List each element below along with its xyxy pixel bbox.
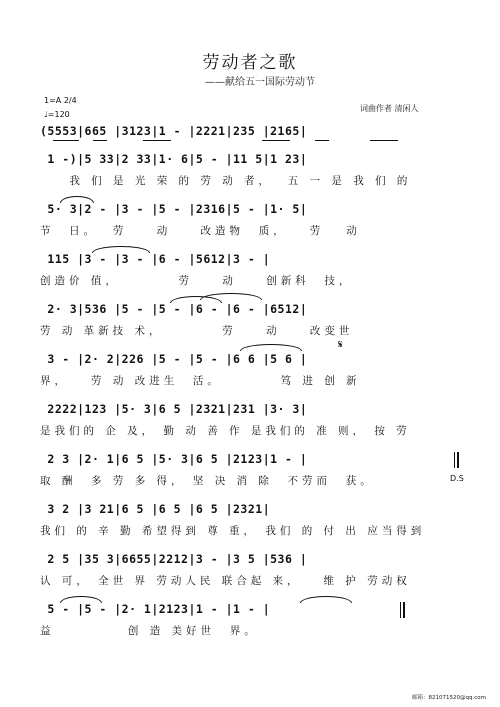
notation-line: 5 - |5 - |2· 1|2123|1 - |1 - | [40, 602, 271, 616]
beam [315, 140, 329, 141]
tie [170, 296, 222, 303]
score-system-4 [40, 252, 468, 298]
notation-line: 1 -)|5 33|2 33|1· 6|5 - |11 5|1 23| [40, 152, 308, 166]
notation-line: 2· 3|536 |5 - |5 - |6 - |6 - |6512| [40, 302, 308, 316]
lyric-line: 益 创 造 美好世 界。 [40, 625, 259, 637]
repeat-barline [454, 452, 459, 468]
lyric-line: 我们 的 辛 勤 希望得到 尊 重， 我们 的 付 出 应当得到 [40, 525, 426, 537]
lyric-line: 界， 劳 动 改进生 活。 笃 进 创 新 [40, 375, 361, 387]
notation-line: 3 2 |3 21|6 5 |6 5 |6 5 |2321| [40, 502, 271, 516]
beam [143, 140, 171, 141]
tie [92, 246, 150, 253]
tie [60, 196, 94, 203]
footer-email: 邮箱：821071520@qq.com [412, 695, 486, 701]
score-system-5 [40, 302, 468, 348]
score-system-10 [40, 552, 468, 598]
notation-line: 3 - |2· 2|226 |5 - |5 - |6 6 |5 6 | [40, 352, 308, 366]
lyric-line: 劳 动 革新技 术， 劳 动 改变世 [40, 325, 354, 337]
lyric-line: 认 可， 全世 界 劳动人民 联合起 来， 维 护 劳动权 [40, 575, 411, 587]
lyric-line: 是我们的 企 及， 勤 动 善 作 是我们的 准 则， 按 劳 [40, 425, 411, 437]
notation-line: 2 3 |2· 1|6 5 |5· 3|6 5 |2123|1 - | [40, 452, 308, 466]
score-system-9 [40, 502, 468, 548]
credits: 词曲作者 清闲人 [360, 104, 419, 113]
lyric-line: 取 酬 多 劳 多 得， 坚 决 消 除 不劳而 获。 [40, 475, 375, 487]
segno-mark: 𝄋 [338, 338, 343, 351]
key-signature [44, 96, 77, 106]
time-signature: 2/4 [63, 96, 77, 105]
notation-line: 5· 3|2 - |3 - |5 - |2316|5 - |1· 5| [40, 202, 308, 216]
score-system-2 [40, 152, 468, 198]
lyric-line: 创造价 值， 劳 动 创新科 技， [40, 275, 354, 287]
score-system-6 [40, 352, 468, 398]
tie [60, 596, 102, 603]
beam [370, 140, 398, 141]
song-subtitle: ——献给五一国际劳动节 [205, 77, 315, 88]
key-label: 1=A [44, 96, 62, 105]
beam [262, 140, 290, 141]
tie [240, 344, 302, 351]
song-title: 劳动者之歌 [202, 53, 298, 73]
final-barline [400, 602, 405, 618]
beam [53, 140, 79, 141]
notation-line: (5553|665 |3123|1 - |2221|235 |2165| [40, 124, 308, 138]
notation-line: 2 5 |35 3|6655|2212|3 - |3 5 |536 | [40, 552, 308, 566]
tie [300, 596, 352, 603]
notation-line: 115 |3 - |3 - |6 - |5612|3 - | [40, 252, 271, 266]
score-system-8 [40, 452, 468, 498]
score-system-7 [40, 402, 468, 448]
notation-line: 2222|123 |5· 3|6 5 |2321|231 |3· 3| [40, 402, 308, 416]
lyric-line: 我 们 是 光 荣 的 劳 动 者， 五 一 是 我 们 的 [40, 175, 412, 187]
ds-mark: D.S [450, 474, 464, 483]
tempo-marking: ♩=120 [44, 110, 70, 119]
lyric-line: 节 日。 劳 动 改造物 质， 劳 动 [40, 225, 361, 237]
beam [93, 140, 107, 141]
score-system-3 [40, 202, 468, 248]
